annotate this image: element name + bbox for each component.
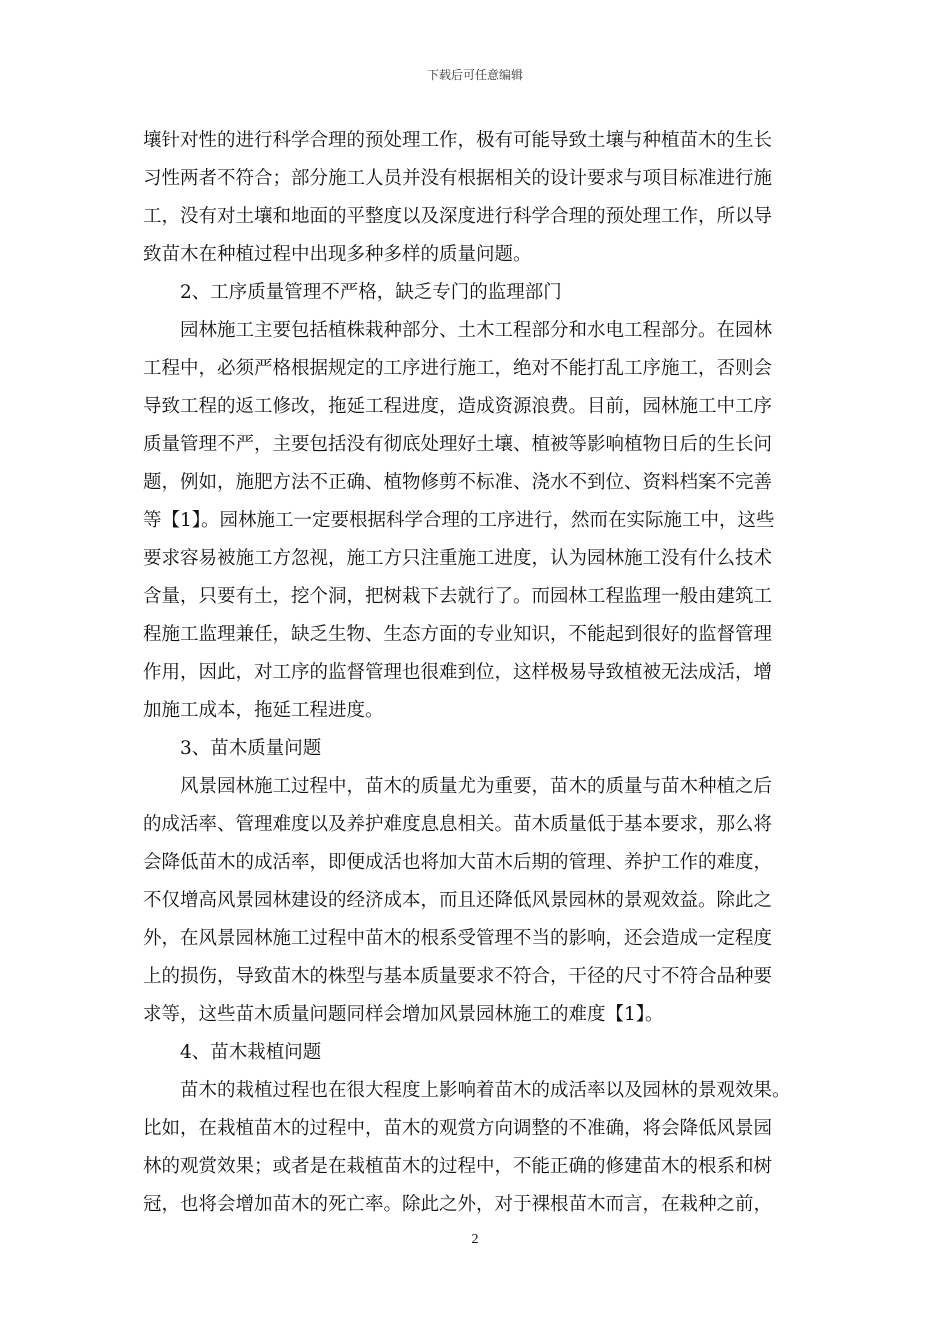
paragraph-first-line: 风景园林施工过程中，苗木的质量尤为重要，苗木的质量与苗木种植之后 bbox=[180, 776, 773, 797]
text-line: 外，在风景园林施工过程中苗木的根系受管理不当的影响，还会造成一定程度 bbox=[143, 928, 773, 949]
text-line: 习性两者不符合；部分施工人员并没有根据相关的设计要求与项目标准进行施 bbox=[143, 168, 773, 189]
text-line: 质量管理不严，主要包括没有彻底处理好土壤、植被等影响植物日后的生长问 bbox=[143, 434, 773, 455]
section-heading: 3、苗木质量问题 bbox=[180, 738, 322, 759]
text-line: 致苗木在种植过程中出现多种多样的质量问题。 bbox=[143, 244, 532, 265]
text-line: 求等，这些苗木质量问题同样会增加风景园林施工的难度【1】。 bbox=[143, 1004, 664, 1025]
text-line: 工程中，必须严格根据规定的工序进行施工，绝对不能打乱工序施工，否则会 bbox=[143, 358, 773, 379]
page-header: 下载后可任意编辑 bbox=[426, 68, 523, 82]
paragraph-first-line: 苗木的栽植过程也在很大程度上影响着苗木的成活率以及园林的景观效果。 bbox=[180, 1080, 791, 1101]
text-line: 加施工成本，拖延工程进度。 bbox=[143, 700, 384, 721]
text-line: 程施工监理兼任，缺乏生物、生态方面的专业知识，不能起到很好的监督管理 bbox=[143, 624, 773, 645]
text-line: 林的观赏效果；或者是在栽植苗木的过程中，不能正确的修建苗木的根系和树 bbox=[143, 1156, 773, 1177]
text-line: 含量，只要有土，挖个洞，把树栽下去就行了。而园林工程监理一般由建筑工 bbox=[143, 586, 773, 607]
text-line: 不仅增高风景园林建设的经济成本，而且还降低风景园林的景观效益。除此之 bbox=[143, 890, 773, 911]
section-heading: 2、工序质量管理不严格，缺乏专门的监理部门 bbox=[180, 282, 562, 303]
text-line: 上的损伤，导致苗木的株型与基本质量要求不符合，干径的尺寸不符合品种要 bbox=[143, 966, 773, 987]
text-line: 工，没有对土壤和地面的平整度以及深度进行科学合理的预处理工作，所以导 bbox=[143, 206, 773, 227]
text-line: 等【1】。园林施工一定要根据科学合理的工序进行，然而在实际施工中，这些 bbox=[143, 510, 775, 531]
text-line: 壤针对性的进行科学合理的预处理工作，极有可能导致土壤与种植苗木的生长 bbox=[143, 130, 773, 151]
text-line: 要求容易被施工方忽视，施工方只注重施工进度，认为园林施工没有什么技术 bbox=[143, 548, 773, 569]
text-line: 比如，在栽植苗木的过程中，苗木的观赏方向调整的不准确，将会降低风景园 bbox=[143, 1118, 773, 1139]
text-line: 题，例如，施肥方法不正确、植物修剪不标准、浇水不到位、资料档案不完善 bbox=[143, 472, 773, 493]
text-line: 会降低苗木的成活率，即便成活也将加大苗木后期的管理、养护工作的难度， bbox=[143, 852, 773, 873]
section-heading: 4、苗木栽植问题 bbox=[180, 1042, 322, 1063]
text-line: 作用，因此，对工序的监督管理也很难到位，这样极易导致植被无法成活，增 bbox=[143, 662, 773, 683]
text-line: 的成活率、管理难度以及养护难度息息相关。苗木质量低于基本要求，那么将 bbox=[143, 814, 773, 835]
text-line: 冠，也将会增加苗木的死亡率。除此之外，对于裸根苗木而言，在栽种之前， bbox=[143, 1194, 773, 1215]
page-number: 2 bbox=[471, 1232, 479, 1247]
paragraph-first-line: 园林施工主要包括植株栽种部分、土木工程部分和水电工程部分。在园林 bbox=[180, 320, 773, 341]
text-line: 导致工程的返工修改，拖延工程进度，造成资源浪费。目前，园林施工中工序 bbox=[143, 396, 773, 417]
